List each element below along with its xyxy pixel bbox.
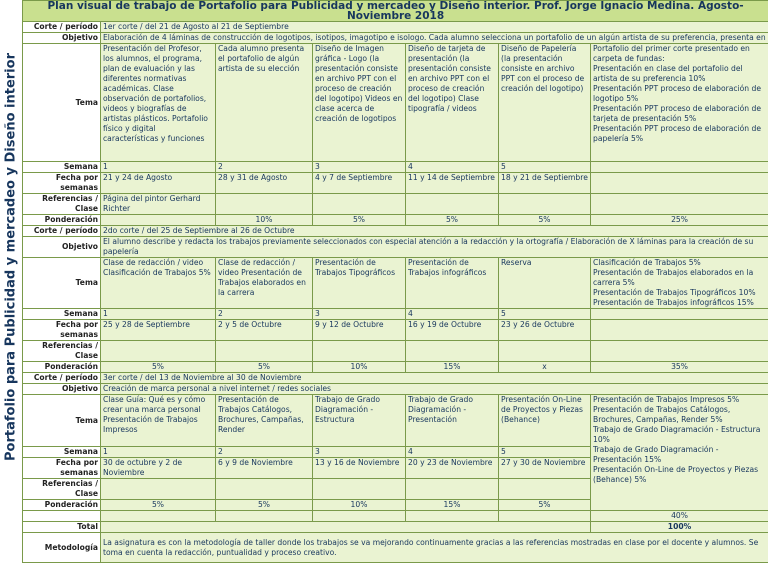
methodology-text: La asignatura es con la metodología de taller donde los trabajos se va mejorando continuamente gracias a las referencias mostradas en clase por el docente y alumnos. Se toma en cuenta la redacción, puntualidad y proceso creativo. — [101, 533, 768, 563]
week: 2 — [216, 309, 313, 320]
week: 5 — [499, 162, 591, 173]
weight: 10% — [216, 215, 313, 226]
date: 11 y 14 de Septiembre — [406, 173, 499, 194]
objective-1: Elaboración de 4 láminas de construcción de logotipos, isotipos, imagotipo e isologo. Cada alumno selecciona un portafolio de un algún artista de su preferencia, presenta en — [101, 33, 768, 44]
label-metodologia: Metodología — [23, 533, 101, 563]
week: 4 — [406, 309, 499, 320]
label-semana: Semana — [23, 447, 101, 458]
weight — [101, 215, 216, 226]
weight: 15% — [406, 362, 499, 373]
summary-line: Trabajo de Grado Diagramación - Estructura 10% — [593, 425, 766, 445]
plan-table — [22, 0, 768, 563]
theme-2-3: Presentación de Trabajos Tipográficos — [313, 258, 406, 309]
weight: x — [499, 362, 591, 373]
date: 13 y 16 de Noviembre — [313, 458, 406, 479]
theme-3-4: Trabajo de Grado Diagramación - Presentación — [406, 395, 499, 447]
label-referencias: Referencias / Clase — [23, 341, 101, 362]
date: 2 y 5 de Octubre — [216, 320, 313, 341]
grand-total: 100% — [591, 522, 768, 533]
weight: 10% — [313, 362, 406, 373]
week: 5 — [499, 447, 591, 458]
theme-1-5: Diseño de Papelería (la presentación consiste en archivo PPT con el proceso de creación del logotipo) — [499, 44, 591, 162]
week: 3 — [313, 309, 406, 320]
weight: 10% — [313, 500, 406, 511]
period-3: 3er corte / del 13 de Noviembre al 30 de Noviembre — [101, 373, 768, 384]
weight: 15% — [406, 500, 499, 511]
weight-total: 40% — [591, 511, 768, 522]
week: 4 — [406, 447, 499, 458]
date: 20 y 23 de Noviembre — [406, 458, 499, 479]
weight: 5% — [216, 500, 313, 511]
date: 16 y 19 de Octubre — [406, 320, 499, 341]
label-referencias: Referencias / Clase — [23, 479, 101, 500]
label-referencias: Referencias / Clase — [23, 194, 101, 215]
theme-3-1: Clase Guía: Qué es y cómo crear una marca personal Presentación de Trabajos Impresos — [101, 395, 216, 447]
label-ponderacion: Ponderación — [23, 215, 101, 226]
summary-line: Presentación en clase del portafolio del artista de su preferencia 10% — [593, 64, 766, 84]
side-label: Portafolio para Publicidad y mercadeo y Diseño interior — [0, 0, 22, 513]
page-title: Plan visual de trabajo de Portafolio para Publicidad y mercadeo y Diseño interior. Prof. Jorge Ignacio Medina. Agosto-Noviembre 2018 — [23, 1, 768, 22]
label-ponderacion: Ponderación — [23, 362, 101, 373]
theme-1-3: Diseño de Imagen gráfica - Logo (la presentación consiste en archivo PPT con el proceso de creación del logotipo) Videos en clase acerca de creación de logotipos — [313, 44, 406, 162]
theme-2-4: Presentación de Trabajos infográficos — [406, 258, 499, 309]
theme-2-2: Clase de redacción / video Presentación de Trabajos elaborados en la carrera — [216, 258, 313, 309]
date: 21 y 24 de Agosto — [101, 173, 216, 194]
label-tema: Tema — [23, 258, 101, 309]
date: 25 y 28 de Septiembre — [101, 320, 216, 341]
period-2: 2do corte / del 25 de Septiembre al 26 de Octubre — [101, 226, 768, 237]
summary-line: Presentación de Trabajos infográficos 15% — [593, 298, 766, 308]
week: 2 — [216, 162, 313, 173]
summary-line: Presentación de Trabajos elaborados en la carrera 5% — [593, 268, 766, 288]
theme-1-1: Presentación del Profesor, los alumnos, el programa, plan de evaluación y las diferentes normativas académicas. Clase observación de portafolios, videos y biografías de artistas plásticos. Portafolio físico y digital características y funciones — [101, 44, 216, 162]
label-fecha: Fecha por semanas — [23, 458, 101, 479]
date: 23 y 26 de Octubre — [499, 320, 591, 341]
summary-2 — [591, 258, 768, 309]
date: 6 y 9 de Noviembre — [216, 458, 313, 479]
weight-total: 25% — [591, 215, 768, 226]
label-objetivo: Objetivo — [23, 384, 101, 395]
theme-3-5: Presentación On-Line de Proyectos y Piezas (Behance) — [499, 395, 591, 447]
week: 1 — [101, 447, 216, 458]
summary-line: Presentación de Trabajos Impresos 5% — [593, 395, 766, 405]
summary-line: Presentación PPT proceso de elaboración de logotipo 5% — [593, 84, 766, 104]
label-semana: Semana — [23, 309, 101, 320]
week: 3 — [313, 162, 406, 173]
weight: 5% — [216, 362, 313, 373]
summary-line: Presentación PPT proceso de elaboración de tarjeta de presentación 5% — [593, 104, 766, 124]
label-semana: Semana — [23, 162, 101, 173]
objective-2: El alumno describe y redacta los trabajos previamente seleccionados con especial atención a la redacción y la ortografía / Elaboración de X láminas para la creación de su papelería — [101, 237, 768, 258]
theme-3-3: Trabajo de Grado Diagramación - Estructura — [313, 395, 406, 447]
label-objetivo: Objetivo — [23, 33, 101, 44]
theme-2-5: Reserva — [499, 258, 591, 309]
week: 3 — [313, 447, 406, 458]
label-tema: Tema — [23, 44, 101, 162]
weight: 5% — [406, 215, 499, 226]
theme-3-2: Presentación de Trabajos Catálogos, Brochures, Campañas, Render — [216, 395, 313, 447]
label-fecha: Fecha por semanas — [23, 320, 101, 341]
summary-1 — [591, 44, 768, 162]
date: 18 y 21 de Septiembre — [499, 173, 591, 194]
period-1: 1er corte / del 21 de Agosto al 21 de Septiembre — [101, 22, 768, 33]
reference: Página del pintor Gerhard Richter — [101, 194, 216, 215]
week: 1 — [101, 162, 216, 173]
summary-line: Clasificación de Trabajos 5% — [593, 258, 766, 268]
weight: 5% — [313, 215, 406, 226]
date: 27 y 30 de Noviembre — [499, 458, 591, 479]
week: 5 — [499, 309, 591, 320]
summary-line: Presentación PPT proceso de elaboración de papelería 5% — [593, 124, 766, 144]
week: 2 — [216, 447, 313, 458]
summary-line: Presentación On-Line de Proyectos y Piezas (Behance) 5% — [593, 465, 766, 485]
label-corte: Corte / período — [23, 373, 101, 384]
summary-line: Portafolio del primer corte presentado en carpeta de fundas: — [593, 44, 766, 64]
summary-line: Trabajo de Grado Diagramación - Presentación 15% — [593, 445, 766, 465]
summary-3 — [591, 395, 768, 511]
date: 30 de octubre y 2 de Noviembre — [101, 458, 216, 479]
label-objetivo: Objetivo — [23, 237, 101, 258]
label-corte: Corte / período — [23, 22, 101, 33]
objective-3: Creación de marca personal a nivel internet / redes sociales — [101, 384, 768, 395]
week: 1 — [101, 309, 216, 320]
label-tema: Tema — [23, 395, 101, 447]
summary-line: Presentación de Trabajos Catálogos, Brochures, Campañas, Render 5% — [593, 405, 766, 425]
theme-1-4: Diseño de tarjeta de presentación (la presentación consiste en archivo PPT con el proceso de creación del logotipo) Clase tipografía / videos — [406, 44, 499, 162]
weight: 5% — [101, 500, 216, 511]
theme-2-1: Clase de redacción / video Clasificación de Trabajos 5% — [101, 258, 216, 309]
label-ponderacion-total — [23, 511, 101, 522]
theme-1-2: Cada alumno presenta el portafolio de algún artista de su elección — [216, 44, 313, 162]
date: 4 y 7 de Septiembre — [313, 173, 406, 194]
weight: 5% — [101, 362, 216, 373]
weight: 5% — [499, 500, 591, 511]
label-fecha: Fecha por semanas — [23, 173, 101, 194]
weight-total: 35% — [591, 362, 768, 373]
label-total: Total — [23, 522, 101, 533]
date: 9 y 12 de Octubre — [313, 320, 406, 341]
weight: 5% — [499, 215, 591, 226]
summary-line: Presentación de Trabajos Tipográficos 10% — [593, 288, 766, 298]
date: 28 y 31 de Agosto — [216, 173, 313, 194]
label-corte: Corte / período — [23, 226, 101, 237]
label-ponderacion: Ponderación — [23, 500, 101, 511]
week: 4 — [406, 162, 499, 173]
